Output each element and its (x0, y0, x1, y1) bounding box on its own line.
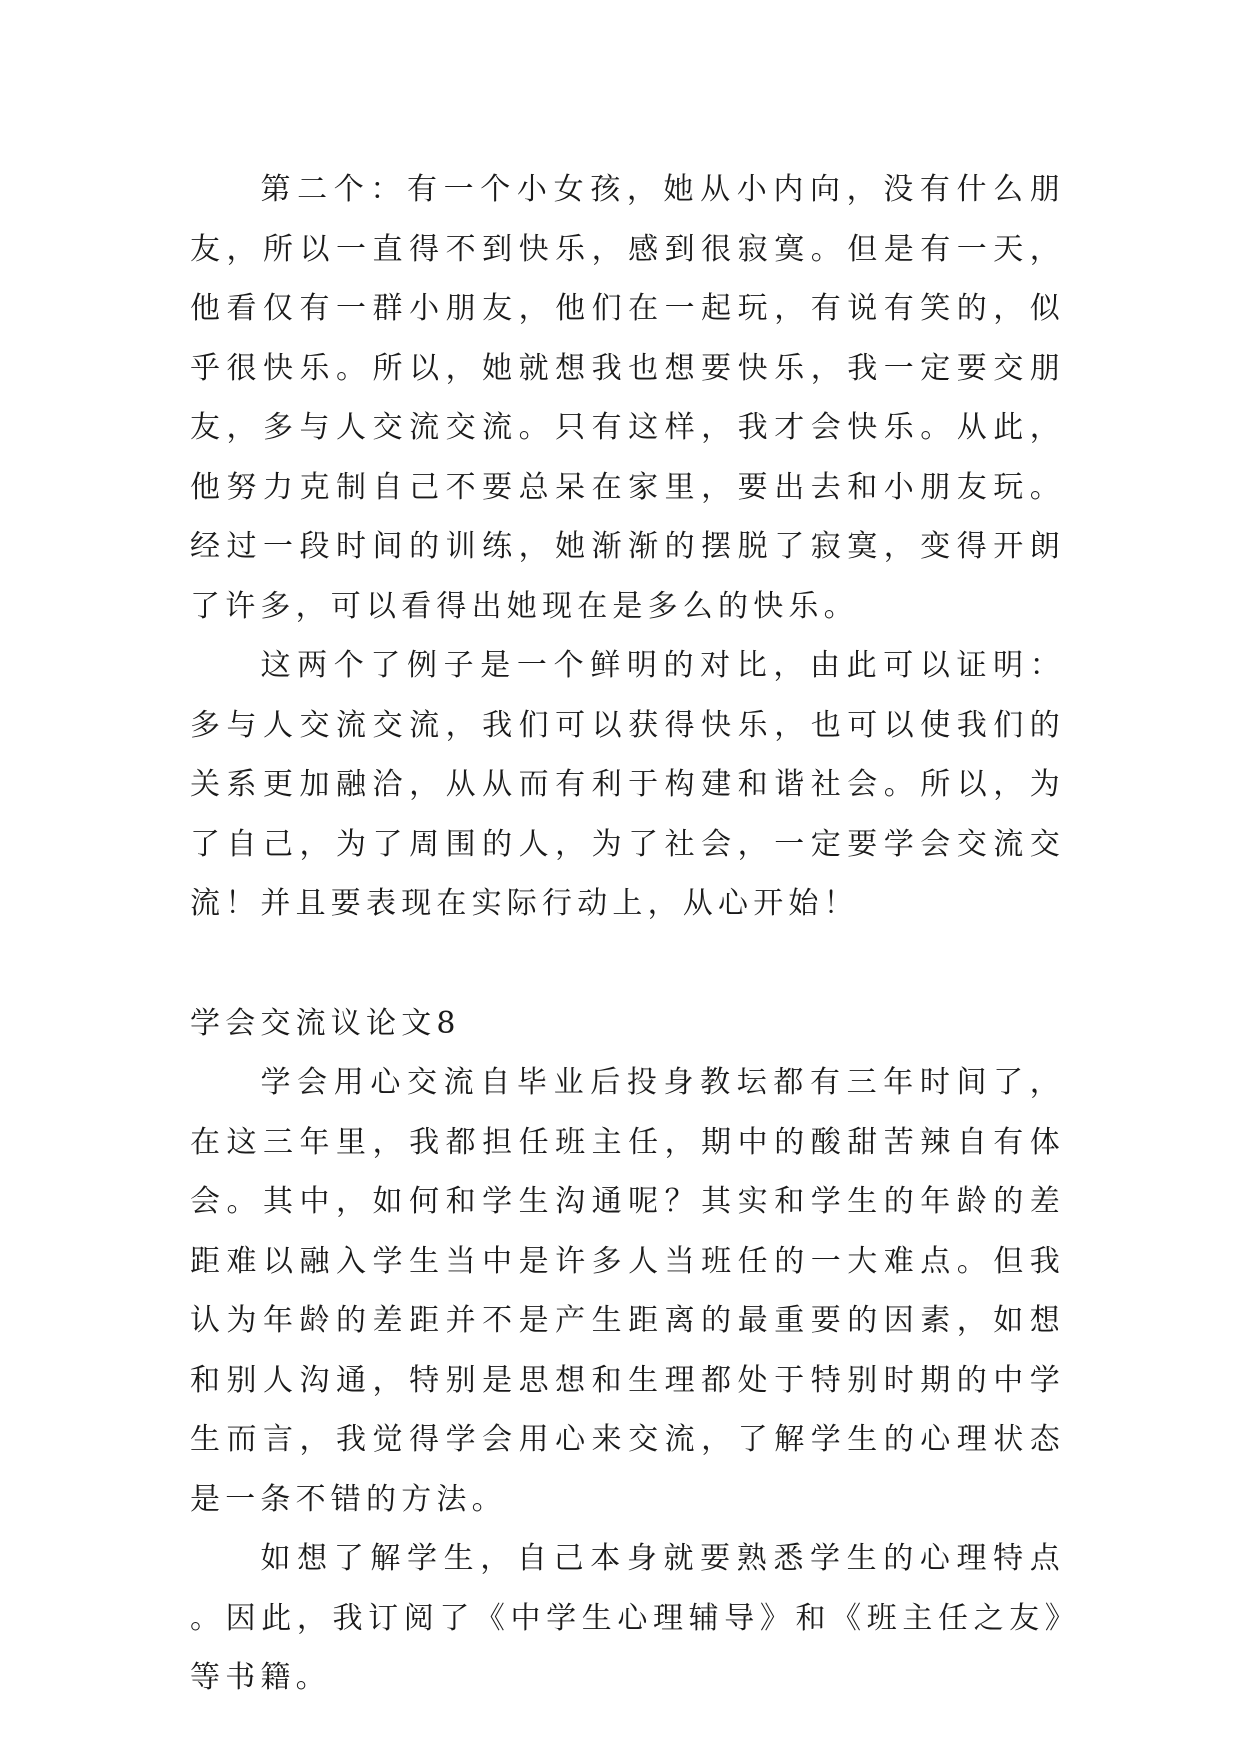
paragraph-conclusion: 这两个了例子是一个鲜明的对比，由此可以证明：多与人交流交流，我们可以获得快乐，也可以使我们的关系更加融洽，从从而有利于构建和谐社会。所以，为了自己，为了周围的人，为了社会，一定要学会交流交流！并且要表现在实际行动上，从心开始！ (190, 648, 1065, 921)
section-gap (190, 934, 1065, 994)
document-body (190, 160, 1065, 1708)
paragraph-essay-intro: 学会用心交流自毕业后投身教坛都有三年时间了，在这三年里，我都担任班主任，期中的酸甜苦辣自有体会。其中，如何和学生沟通呢？其实和学生的年龄的差距难以融入学生当中是许多人当班任的一大难点。但我认为年龄的差距并不是产生距离的最重要的因素，如想和别人沟通，特别是思想和生理都处于特别时期的中学生而言，我觉得学会用心来交流，了解学生的心理状态是一条不错的方法。 (190, 1065, 1065, 1517)
paragraph-essay-continued: 如想了解学生，自己本身就要熟悉学生的心理特点。因此，我订阅了《中学生心理辅导》和《班主任之友》等书籍。 (190, 1541, 1065, 1695)
section-title: 学会交流议论文8 (190, 1005, 461, 1041)
paragraph-second-example: 第二个：有一个小女孩，她从小内向，没有什么朋友，所以一直得不到快乐，感到很寂寞。但是有一天，他看仅有一群小朋友，他们在一起玩，有说有笑的，似乎很快乐。所以，她就想我也想要快乐，我一定要交朋友，多与人交流交流。只有这样，我才会快乐。从此，他努力克制自己不要总呆在家里，要出去和小朋友玩。经过一段时间的训练，她渐渐的摆脱了寂寞，变得开朗了许多，可以看得出她现在是多么的快乐。 (190, 172, 1065, 624)
